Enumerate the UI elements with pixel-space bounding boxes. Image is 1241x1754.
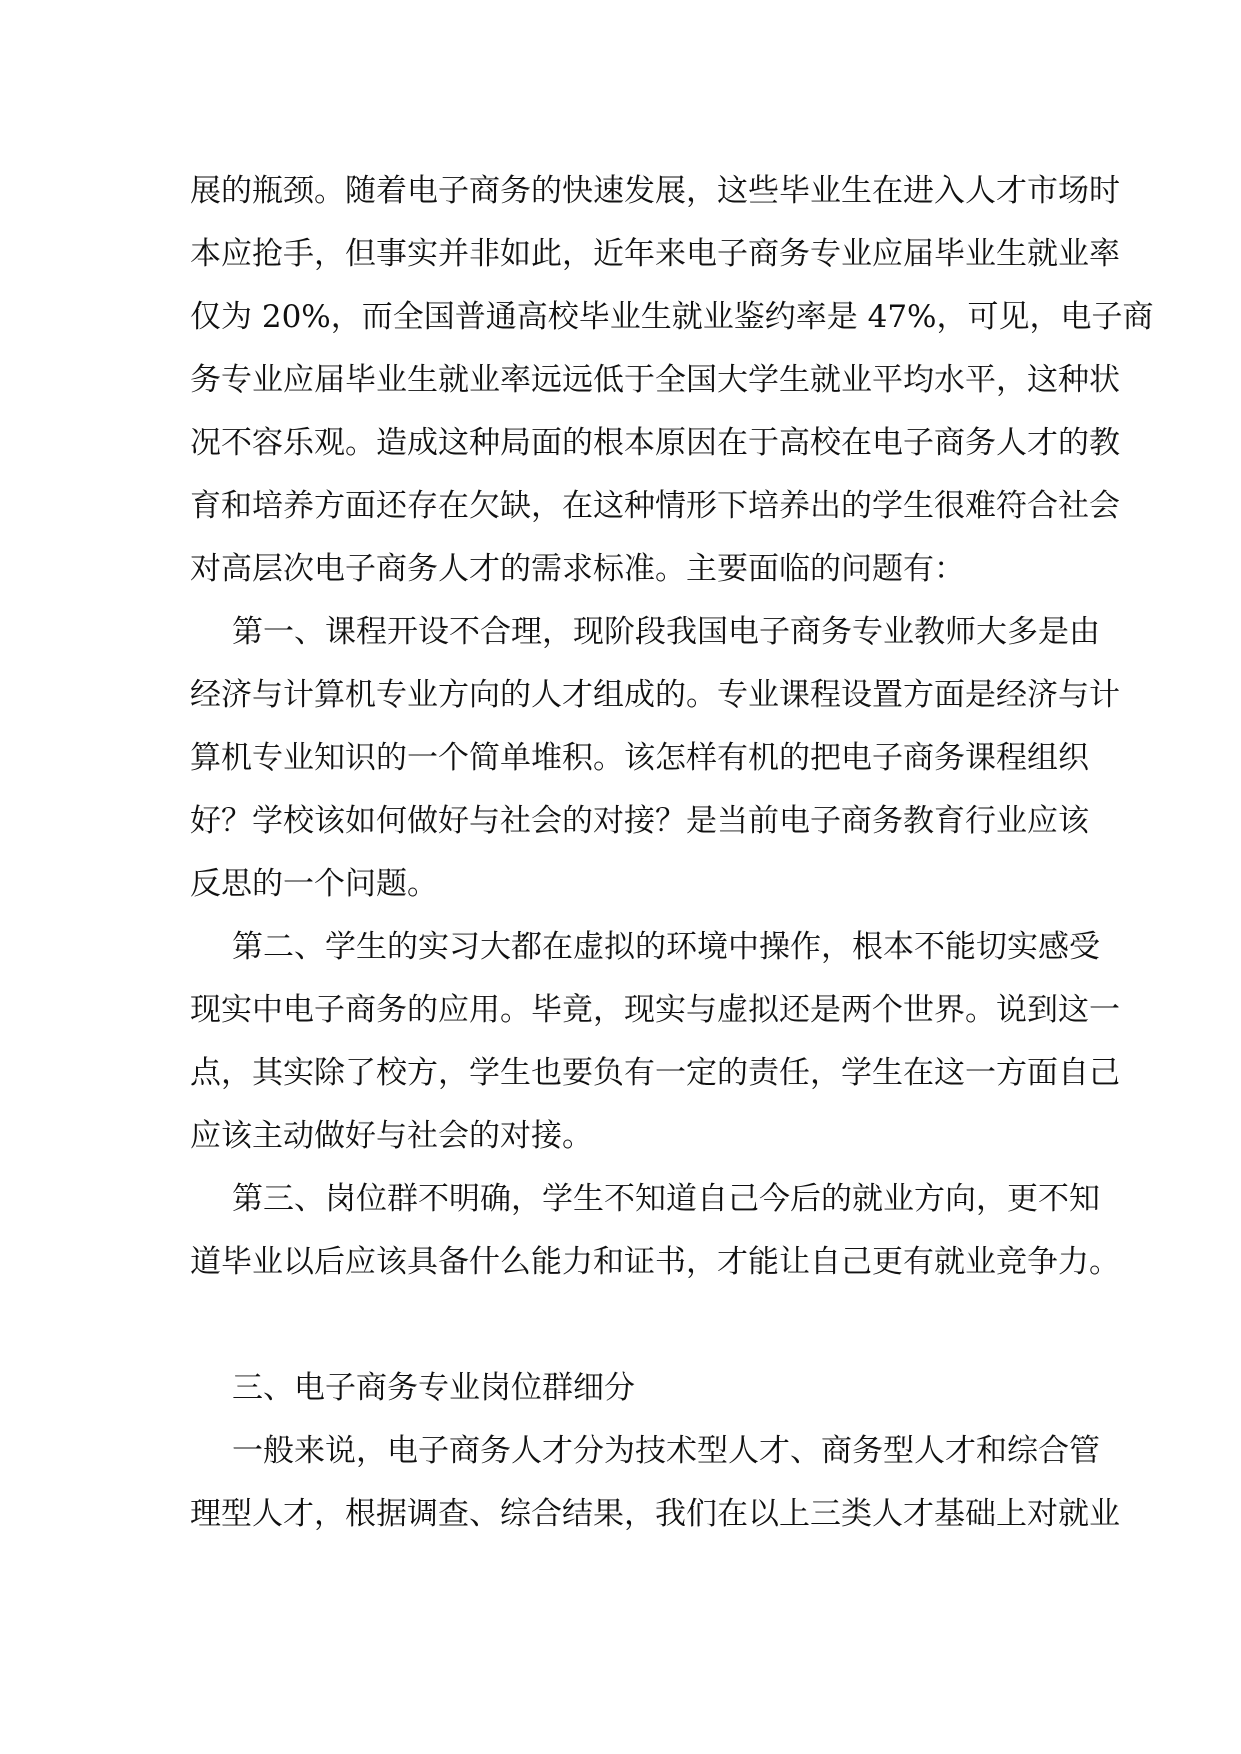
text-line: 道毕业以后应该具备什么能力和证书，才能让自己更有就业竞争力。	[190, 1244, 1120, 1280]
text-line: 理型人才，根据调查、综合结果，我们在以上三类人才基础上对就业	[190, 1496, 1120, 1532]
paragraph-first-line: 一般来说，电子商务人才分为技术型人才、商务型人才和综合管	[232, 1433, 1100, 1469]
text-line: 现实中电子商务的应用。毕竟，现实与虚拟还是两个世界。说到这一	[190, 992, 1120, 1028]
text-line: 应该主动做好与社会的对接。	[190, 1118, 593, 1154]
text-line: 算机专业知识的一个简单堆积。该怎样有机的把电子商务课程组织	[190, 740, 1089, 776]
text-line: 务专业应届毕业生就业率远远低于全国大学生就业平均水平，这种状	[190, 362, 1120, 398]
text-line: 育和培养方面还存在欠缺，在这种情形下培养出的学生很难符合社会	[190, 488, 1120, 524]
text-line: 点，其实除了校方，学生也要负有一定的责任，学生在这一方面自己	[190, 1055, 1120, 1091]
paragraph-first-line: 第一、课程开设不合理，现阶段我国电子商务专业教师大多是由	[232, 614, 1100, 650]
text-line: 好？学校该如何做好与社会的对接？是当前电子商务教育行业应该	[190, 803, 1089, 839]
text-line: 展的瓶颈。随着电子商务的快速发展，这些毕业生在进入人才市场时	[190, 173, 1120, 209]
section-spacer	[190, 1294, 1070, 1357]
body-text	[190, 160, 1154, 1546]
text-line: 对高层次电子商务人才的需求标准。主要面临的问题有：	[190, 551, 965, 587]
section-heading: 三、电子商务专业岗位群细分	[232, 1370, 635, 1406]
text-line: 反思的一个问题。	[190, 866, 438, 902]
text-line: 经济与计算机专业方向的人才组成的。专业课程设置方面是经济与计	[190, 677, 1120, 713]
paragraph-first-line: 第三、岗位群不明确，学生不知道自己今后的就业方向，更不知	[232, 1181, 1100, 1217]
text-line: 况不容乐观。造成这种局面的根本原因在于高校在电子商务人才的教	[190, 425, 1120, 461]
text-line: 仅为 20%，而全国普通高校毕业生就业鉴约率是 47%，可见，电子商	[190, 299, 1154, 335]
paragraph-first-line: 第二、学生的实习大都在虚拟的环境中操作，根本不能切实感受	[232, 929, 1100, 965]
text-line: 本应抢手，但事实并非如此，近年来电子商务专业应届毕业生就业率	[190, 236, 1120, 272]
